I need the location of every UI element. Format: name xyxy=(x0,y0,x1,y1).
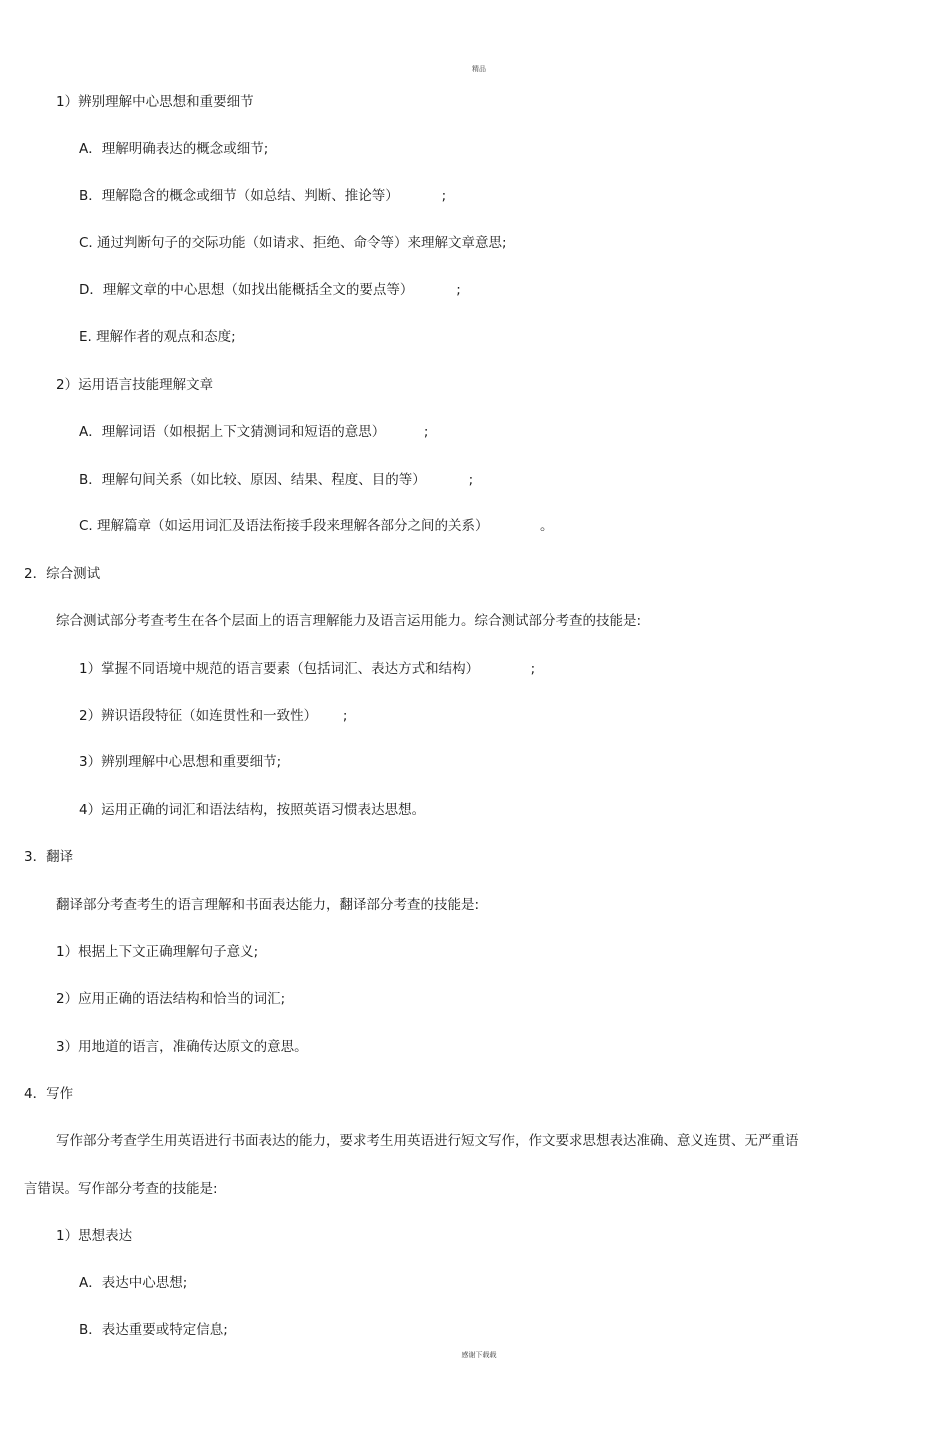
text-line: 1）思想表达 xyxy=(56,1228,133,1244)
text-line: A．理解明确表达的概念或细节; xyxy=(79,141,269,157)
text-line: 1）掌握不同语境中规范的语言要素（包括词汇、表达方式和结构） ; xyxy=(79,661,536,677)
section-heading: 2．综合测试 xyxy=(24,566,101,582)
text-line: C. 理解篇章（如运用词汇及语法衔接手段来理解各部分之间的关系） 。 xyxy=(79,518,554,534)
text-line: B．理解隐含的概念或细节（如总结、判断、推论等） ; xyxy=(79,188,447,204)
text-line: B．理解句间关系（如比较、原因、结果、程度、目的等） ; xyxy=(79,472,474,488)
text-line: 1）根据上下文正确理解句子意义; xyxy=(56,944,259,960)
text-line: C. 通过判断句子的交际功能（如请求、拒绝、命令等）来理解文章意思; xyxy=(79,235,507,251)
text-line: A．表达中心思想; xyxy=(79,1275,188,1291)
section-heading: 4．写作 xyxy=(24,1086,74,1102)
text-line: 翻译部分考查考生的语言理解和书面表达能力，翻译部分考查的技能是: xyxy=(56,897,480,913)
page-header-note: 精品 xyxy=(472,65,486,73)
text-line: 写作部分考查学生用英语进行书面表达的能力，要求考生用英语进行短文写作，作文要求思想表达准确、意义连贯、无严重语 xyxy=(56,1133,799,1149)
text-line: 2）运用语言技能理解文章 xyxy=(56,377,214,393)
text-line: 综合测试部分考查考生在各个层面上的语言理解能力及语言运用能力。综合测试部分考查的技能是: xyxy=(56,613,642,629)
text-line: 1）辨别理解中心思想和重要细节 xyxy=(56,94,254,110)
page-footer-note: 感谢下载载 xyxy=(461,1351,497,1359)
text-line: D．理解文章的中心思想（如找出能概括全文的要点等） ; xyxy=(79,282,461,298)
text-line: B．表达重要或特定信息; xyxy=(79,1322,228,1338)
text-line: A．理解词语（如根据上下文猜测词和短语的意思） ; xyxy=(79,424,429,440)
text-line: 4）运用正确的词汇和语法结构，按照英语习惯表达思想。 xyxy=(79,802,426,818)
text-line: 2）应用正确的语法结构和恰当的词汇; xyxy=(56,991,286,1007)
text-line: 3）辨别理解中心思想和重要细节; xyxy=(79,754,282,770)
section-heading: 3．翻译 xyxy=(24,849,74,865)
text-line: 言错误。写作部分考查的技能是: xyxy=(24,1181,218,1197)
text-line: 2）辨识语段特征（如连贯性和一致性） ; xyxy=(79,708,348,724)
text-line: E. 理解作者的观点和态度; xyxy=(79,329,236,345)
text-line: 3）用地道的语言，准确传达原文的意思。 xyxy=(56,1039,308,1055)
